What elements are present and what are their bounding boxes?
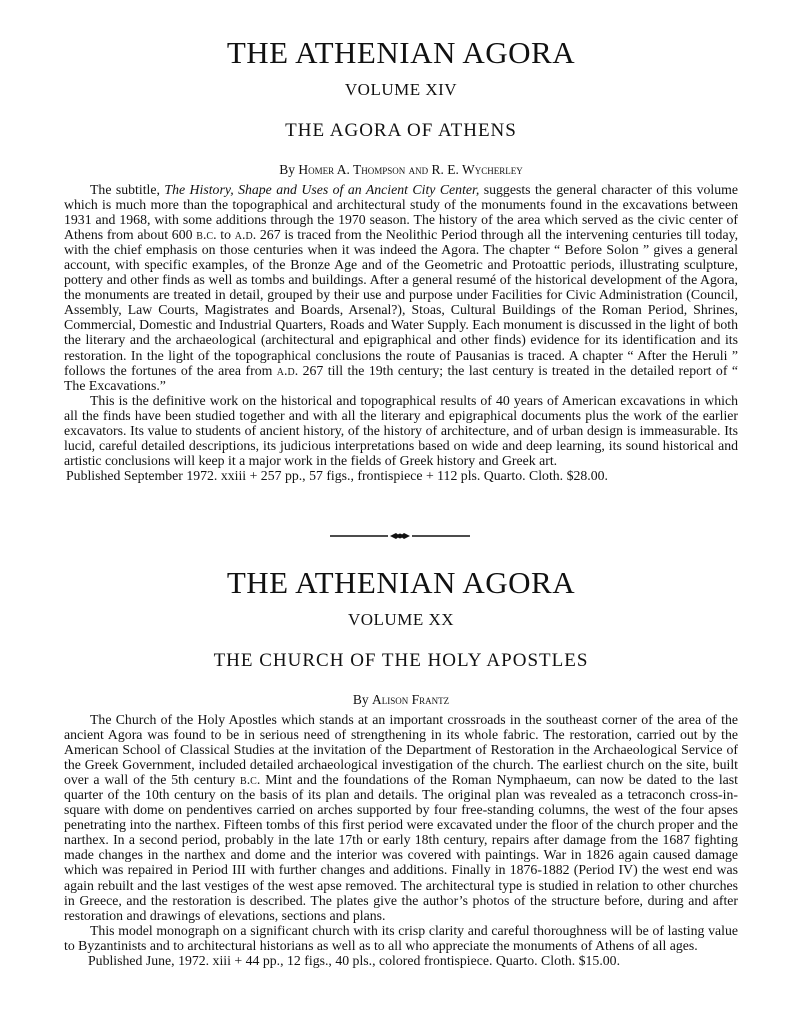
volume-label: VOLUME XIV — [344, 80, 458, 99]
era-bc: b.c. — [240, 772, 261, 788]
p1-text-b: suggests the general character of this volume which is much more than the topographical and architectural study of the monuments found in the excavations between 1931 and 1968, with some additions through the 1970 season. The history of the area which served as the civic center of Athens from about 600 — [64, 182, 738, 243]
book-title: THE AGORA OF ATHENS — [285, 120, 517, 141]
paragraph-1 — [64, 712, 738, 923]
authors: Alison Frantz — [372, 692, 450, 707]
p1-subtitle: The History, Shape and Uses of an Ancient City Center, — [164, 182, 480, 197]
byline-prefix: By — [279, 162, 295, 177]
era-ad: a.d. — [234, 227, 257, 243]
ornament-divider — [330, 532, 470, 540]
era-bc: b.c. — [196, 227, 217, 243]
p1-text-a: The subtitle, — [90, 182, 160, 197]
series-title: THE ATHENIAN AGORA — [226, 35, 576, 70]
paragraph-2: This model monograph on a significant church with its crisp clarity and careful thoroughness will be of lasting value to Byzantinists and to architectural historians as well as to all who appreciate the monuments of Athens of all ages. — [64, 922, 738, 953]
article-volume-xx — [64, 566, 738, 968]
volume-label: VOLUME XX — [347, 610, 455, 629]
p1-text-a: The Church of the Holy Apostles which stands at an important crossroads in the southeast corner of the area of the ancient Agora was found to be in serious need of strengthening in its whole fabric. The restoration, carried out by the American School of Classical Studies at the invitation of the Department of Restoration in the Archaeological Service of the Greek Government, included detailed archaeological investigation of the church. The earliest church on the site, built over a wall of the 5th century — [64, 712, 738, 788]
byline — [64, 692, 738, 708]
book-title: THE CHURCH OF THE HOLY APOSTLES — [213, 650, 589, 671]
article-volume-xiv — [64, 36, 738, 483]
publication-info: Published September 1972. xxiii + 257 pp., 57 figs., frontispiece + 112 pls. Quarto. Cloth. $28.00. — [66, 467, 608, 483]
publication-info: Published June, 1972. xiii + 44 pp., 12 figs., 40 pls., colored frontispiece. Quarto. Cloth. $15.00. — [88, 952, 621, 968]
series-title: THE ATHENIAN AGORA — [226, 565, 576, 600]
p1-to: to — [220, 227, 232, 243]
p1-text-d: 267 till the 19th century; the last century is treated in the detailed report of “ The Excavations.” — [64, 362, 738, 393]
byline — [64, 162, 738, 178]
era-ad-2: a.d. — [276, 362, 299, 378]
paragraph-1 — [64, 182, 738, 393]
p1-text-b: Mint and the foundations of the Roman Nymphaeum, can now be dated to the last quarter of the 10th century on the basis of its plan and details. The original plan was revealed as a tetraconch cross-in-square with dome on pendentives carried on arches supported by four free-standing columns, the west of the four apses penetrating into the narthex. Fifteen tombs of this first period were excavated under the floor of the church proper and the narthex. In a second period, probably in the late 17th or early 18th century, repairs after damage from the 1687 fighting made changes in the narthex and dome and the interior was covered with paintings. War in 1826 again caused damage which was repaired in Period III with further changes and additions. Finally in 1876-1882 (Period IV) the west end was again rebuilt and the last vestiges of the west apse removed. The architectural type is studied in relation to other churches in Greece, and the restoration is described. The plates give the author’s photos of the structure before, during and after restoration and drawings of elevations, sections and plans. — [64, 772, 739, 923]
authors: Homer A. Thompson and R. E. Wycherley — [298, 162, 523, 177]
p1-text-c: 267 is traced from the Neolithic Period through all the intervening centuries till today, with the chief emphasis on those centuries when it was indeed the Agora. The chapter “ Before Solon ” gives a general account, with specific examples, of the Bronze Age and of the Geometric and Protoattic periods, illustrating sculpture, pottery and other finds as well as tombs and buildings. After a general resumé of the historical development of the Agora, the monuments are treated in detail, grouped by their use and purpose under Facilities for Civic Administration (Council, Assembly, Law Courts, Magistrates and Boards, Arsenal?), Stoas, Cultural Buildings of the Roman Period, Shrines, Commercial, Domestic and Industrial Quarters, Roads and Water Supply. Each monument is discussed in the light of both the literary and the archaeological (architectural and epigraphical and other finds) evidence for its identification and its restoration. In the light of the topographical conclusions the route of Pausanias is traced. A chapter “ After the Heruli ” follows the fortunes of the area from — [64, 227, 739, 378]
byline-prefix: By — [352, 692, 369, 707]
paragraph-2: This is the definitive work on the historical and topographical results of 40 years of American excavations in which all the finds have been studied together and with all the literary and epigraphical documents plus the work of the earlier excavators. Its value to students of ancient history, of the history of architecture, and of urban design is immeasurable. Its lucid, careful detailed descriptions, its judicious interpretations based on wide and deep learning, its sound historical and artistic conclusions will keep it a major work in the fields of Greek history and Greek art. — [64, 392, 738, 468]
